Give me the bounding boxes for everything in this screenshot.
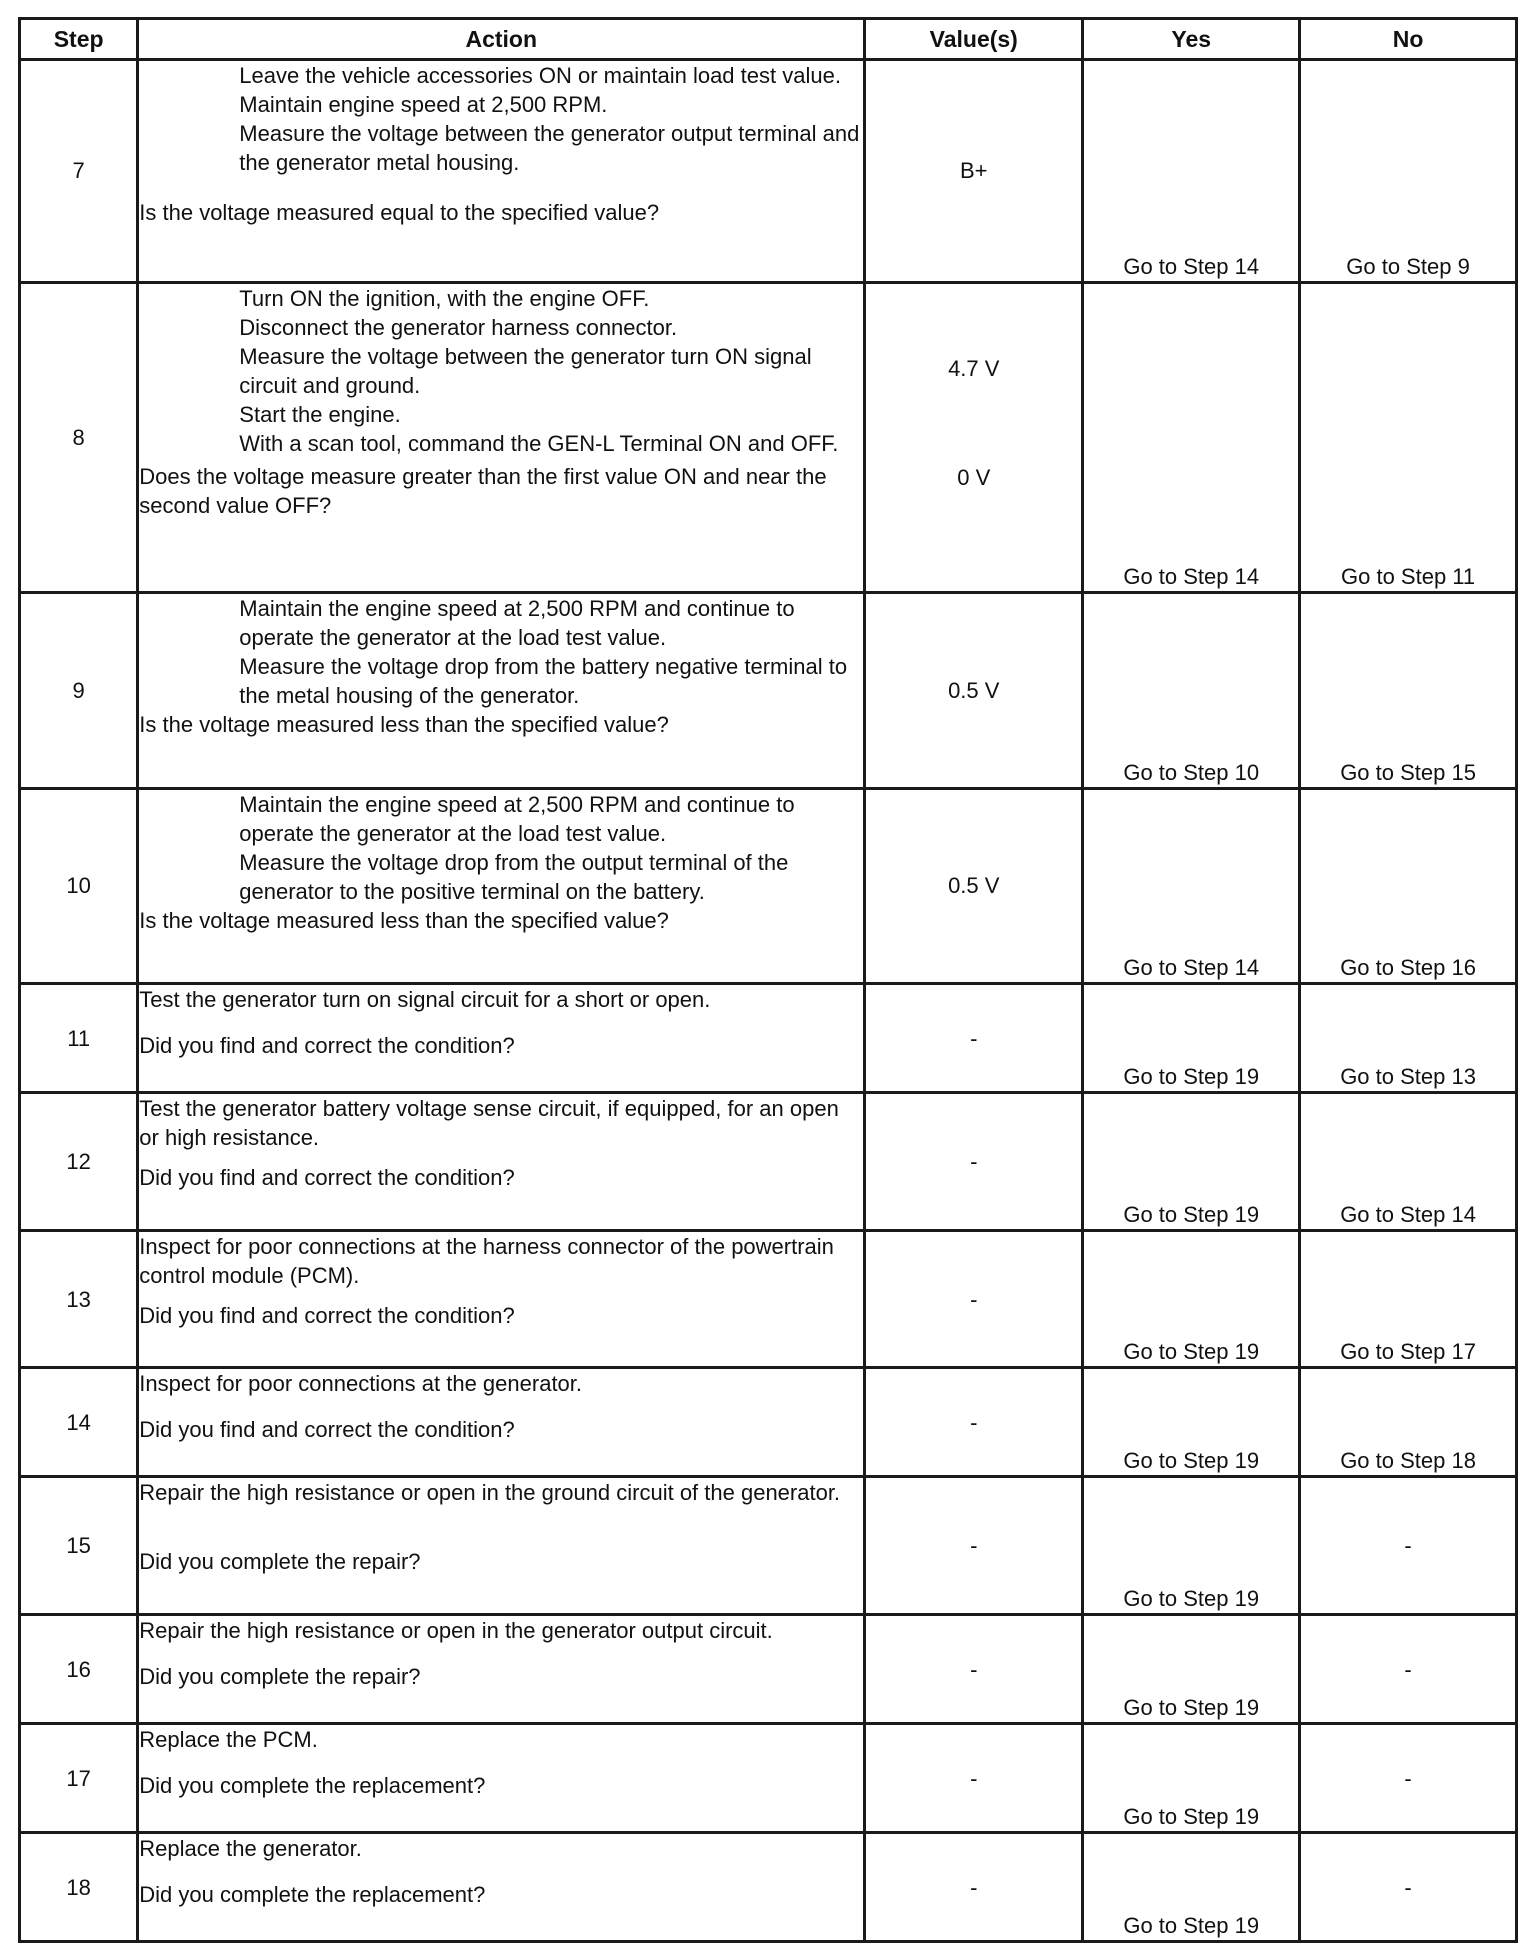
action-substep: Maintain engine speed at 2,500 RPM. xyxy=(239,92,608,117)
action-text: Inspect for poor connections at the generator. xyxy=(139,1371,583,1397)
action-substep: Maintain the engine speed at 2,500 RPM and continue to operate the generator at the load test value. xyxy=(239,791,795,846)
value-cell xyxy=(865,593,1083,788)
value-cell xyxy=(865,60,1083,283)
action-question: Did you find and correct the condition? xyxy=(139,1302,515,1328)
no-cell: - xyxy=(1300,1833,1517,1942)
value-text: - xyxy=(970,1533,978,1559)
table-row xyxy=(20,60,1517,283)
step-number: 12 xyxy=(20,1093,138,1231)
no-cell: - xyxy=(1300,1477,1517,1615)
value-text: - xyxy=(970,1025,978,1051)
table-row xyxy=(20,1368,1517,1477)
action-question: Is the voltage measured equal to the specified value? xyxy=(139,200,660,225)
action-cell xyxy=(138,1477,865,1615)
table-row xyxy=(20,1724,1517,1833)
step-number: 8 xyxy=(20,282,138,593)
value-cell xyxy=(865,1093,1083,1231)
action-substep: Start the engine. xyxy=(239,401,401,427)
table-row xyxy=(20,1833,1517,1942)
action-question: Is the voltage measured less than the specified value? xyxy=(139,907,669,933)
action-question: Did you complete the repair? xyxy=(139,1549,421,1575)
yes-cell: Go to Step 19 xyxy=(1083,1230,1300,1368)
step-number: 11 xyxy=(20,984,138,1093)
step-number: 7 xyxy=(20,60,138,283)
diagnostic-table xyxy=(18,17,1518,1943)
action-cell xyxy=(138,593,865,788)
no-cell: Go to Step 9 xyxy=(1300,60,1517,283)
value-text: B+ xyxy=(959,158,988,184)
table-row xyxy=(20,1477,1517,1615)
step-number: 9 xyxy=(20,593,138,788)
action-substep: Turn ON the ignition, with the engine OFF. xyxy=(239,285,650,311)
action-question: Did you find and correct the condition? xyxy=(139,1417,515,1443)
yes-cell: Go to Step 19 xyxy=(1083,1477,1300,1615)
value-text: - xyxy=(970,1656,978,1682)
action-cell xyxy=(138,788,865,983)
action-substeps xyxy=(139,790,863,906)
table-row xyxy=(20,593,1517,788)
header-yes: Yes xyxy=(1083,19,1300,60)
action-substep: Maintain the engine speed at 2,500 RPM and continue to operate the generator at the load test value. xyxy=(239,596,795,651)
step-number: 18 xyxy=(20,1833,138,1942)
step-number: 17 xyxy=(20,1724,138,1833)
action-substep: Measure the voltage drop from the battery negative terminal to the metal housing of the generator. xyxy=(239,654,848,709)
no-cell: Go to Step 11 xyxy=(1300,282,1517,593)
no-cell: Go to Step 18 xyxy=(1300,1368,1517,1477)
yes-cell: Go to Step 19 xyxy=(1083,1833,1300,1942)
action-question: Did you find and correct the condition? xyxy=(139,1033,515,1059)
value-cell xyxy=(865,1724,1083,1833)
action-cell xyxy=(138,1368,865,1477)
action-text: Inspect for poor connections at the harness connector of the powertrain control module (PCM). xyxy=(139,1233,834,1288)
value-on: 4.7 V xyxy=(948,355,1000,381)
no-cell: Go to Step 13 xyxy=(1300,984,1517,1093)
value-off: 0 V xyxy=(957,464,991,490)
action-substep: Measure the voltage between the generator output terminal and the generator metal housing. xyxy=(239,121,860,175)
header-no: No xyxy=(1300,19,1517,60)
action-question: Is the voltage measured less than the specified value? xyxy=(139,712,669,738)
value-text: - xyxy=(970,1148,978,1174)
action-cell xyxy=(138,282,865,593)
action-cell xyxy=(138,1724,865,1833)
action-question: Did you complete the replacement? xyxy=(139,1882,486,1908)
action-substeps xyxy=(139,594,863,710)
header-action: Action xyxy=(138,19,865,60)
yes-cell: Go to Step 19 xyxy=(1083,1093,1300,1231)
step-number: 14 xyxy=(20,1368,138,1477)
action-substep: Disconnect the generator harness connector. xyxy=(239,314,678,340)
step-number: 10 xyxy=(20,788,138,983)
yes-cell: Go to Step 14 xyxy=(1083,788,1300,983)
action-cell xyxy=(138,984,865,1093)
action-text: Repair the high resistance or open in the generator output circuit. xyxy=(139,1618,773,1644)
value-cell xyxy=(865,282,1083,593)
step-number: 13 xyxy=(20,1230,138,1368)
yes-cell: Go to Step 19 xyxy=(1083,1724,1300,1833)
action-substeps xyxy=(139,61,863,177)
action-substep: With a scan tool, command the GEN-L Terminal ON and OFF. xyxy=(239,430,839,456)
value-cell xyxy=(865,788,1083,983)
table-row xyxy=(20,282,1517,593)
value-text: - xyxy=(970,1286,978,1312)
no-cell: Go to Step 15 xyxy=(1300,593,1517,788)
value-cell xyxy=(865,984,1083,1093)
value-text: - xyxy=(970,1765,978,1791)
header-values: Value(s) xyxy=(865,19,1083,60)
table-row xyxy=(20,984,1517,1093)
action-substep: Measure the voltage drop from the output terminal of the generator to the positive terminal on the battery. xyxy=(239,849,789,904)
action-text: Test the generator battery voltage sense circuit, if equipped, for an open or high resistance. xyxy=(139,1096,839,1150)
value-cell xyxy=(865,1833,1083,1942)
value-text: 0.5 V xyxy=(948,873,1000,899)
value-cell xyxy=(865,1230,1083,1368)
yes-cell: Go to Step 19 xyxy=(1083,984,1300,1093)
action-question: Did you complete the replacement? xyxy=(139,1773,486,1799)
action-text: Repair the high resistance or open in the ground circuit of the generator. xyxy=(139,1480,841,1506)
action-cell xyxy=(138,1093,865,1231)
yes-cell: Go to Step 14 xyxy=(1083,282,1300,593)
no-cell: Go to Step 14 xyxy=(1300,1093,1517,1231)
yes-cell: Go to Step 10 xyxy=(1083,593,1300,788)
header-row xyxy=(20,19,1517,60)
action-cell xyxy=(138,1833,865,1942)
step-number: 15 xyxy=(20,1477,138,1615)
value-cell xyxy=(865,1477,1083,1615)
value-cell xyxy=(865,1368,1083,1477)
action-question: Did you find and correct the condition? xyxy=(139,1165,515,1190)
yes-cell: Go to Step 19 xyxy=(1083,1615,1300,1724)
action-cell xyxy=(138,1615,865,1724)
no-cell: Go to Step 17 xyxy=(1300,1230,1517,1368)
action-question: Does the voltage measure greater than the first value ON and near the second value OFF? xyxy=(139,463,827,518)
header-step: Step xyxy=(20,19,138,60)
action-text: Test the generator turn on signal circuit for a short or open. xyxy=(139,987,711,1013)
table-row xyxy=(20,1615,1517,1724)
value-cell xyxy=(865,1615,1083,1724)
no-cell: - xyxy=(1300,1724,1517,1833)
table-row xyxy=(20,788,1517,983)
action-question: Did you complete the repair? xyxy=(139,1664,421,1690)
table-row xyxy=(20,1230,1517,1368)
action-cell xyxy=(138,1230,865,1368)
yes-cell: Go to Step 14 xyxy=(1083,60,1300,283)
action-text: Replace the PCM. xyxy=(139,1727,318,1753)
no-cell: Go to Step 16 xyxy=(1300,788,1517,983)
value-text: - xyxy=(970,1874,978,1900)
step-number: 16 xyxy=(20,1615,138,1724)
action-substeps xyxy=(139,284,863,458)
table-row xyxy=(20,1093,1517,1231)
value-text: 0.5 V xyxy=(948,678,1000,704)
yes-cell: Go to Step 19 xyxy=(1083,1368,1300,1477)
action-cell xyxy=(138,60,865,283)
action-substep: Leave the vehicle accessories ON or maintain load test value. xyxy=(239,63,841,88)
value-text: - xyxy=(970,1409,978,1435)
action-text: Replace the generator. xyxy=(139,1836,362,1862)
no-cell: - xyxy=(1300,1615,1517,1724)
action-substep: Measure the voltage between the generator turn ON signal circuit and ground. xyxy=(239,343,812,398)
